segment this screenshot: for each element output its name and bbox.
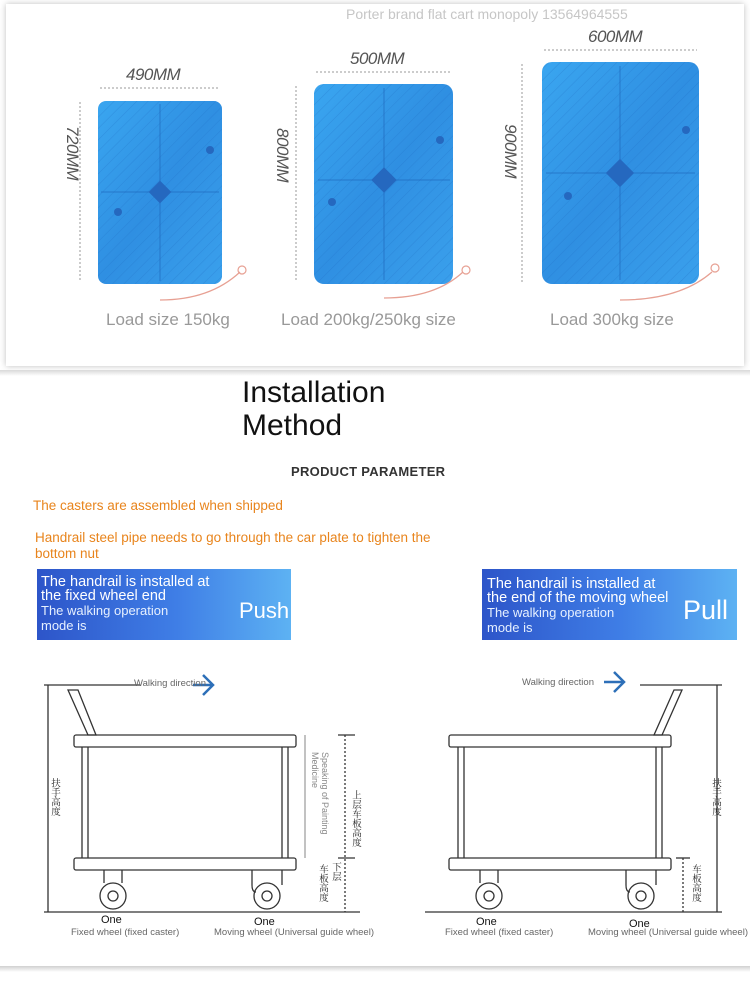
plate-2-height: 800MM <box>273 128 292 183</box>
plate-2-width: 500MM <box>350 49 405 68</box>
plate-3-width: 600MM <box>588 27 643 46</box>
right-fixed-wheel: Fixed wheel (fixed caster) <box>445 927 554 938</box>
pull-line-4: mode is <box>487 620 533 635</box>
plate-3 <box>542 62 699 284</box>
handrail-note: Handrail steel pipe needs to go through the car plate to tighten the bottom nut <box>35 530 431 561</box>
push-line-2: the fixed wheel end <box>41 588 166 604</box>
installation-title <box>242 376 385 442</box>
left-moving-wheel: Moving wheel (Universal guide wheel) <box>214 927 374 938</box>
pull-cart-diagram <box>425 685 722 912</box>
push-info-box <box>37 569 291 640</box>
left-fixed-wheel: Fixed wheel (fixed caster) <box>71 927 180 938</box>
product-parameter-heading: PRODUCT PARAMETER <box>291 464 446 479</box>
left-walking-direction: Walking direction <box>134 678 206 689</box>
left-lower-1: 下层 <box>330 862 341 881</box>
left-lower-2: 车板高度 <box>317 864 328 902</box>
right-handrail-height: 扶手高度 <box>710 778 721 816</box>
plate-3-height: 900MM <box>501 124 520 179</box>
pull-line-2: the end of the moving wheel <box>487 590 669 606</box>
watermark-text: Porter brand flat cart monopoly 13564964555 <box>346 6 628 22</box>
push-action-label: Push <box>239 598 290 623</box>
left-one-b: One <box>254 916 275 928</box>
push-line-3: The walking operation <box>41 603 169 618</box>
casters-note: The casters are assembled when shipped <box>33 498 283 513</box>
right-moving-wheel: Moving wheel (Universal guide wheel) <box>588 927 748 938</box>
installation-title-line-1: Installation <box>242 376 386 409</box>
pull-line-3: The walking operation <box>487 605 615 620</box>
right-one-a: One <box>476 916 497 928</box>
plate-1-width: 490MM <box>126 65 181 84</box>
bottom-divider <box>0 966 750 972</box>
left-handrail-height: 扶手高度 <box>49 778 60 816</box>
pull-info-box <box>482 569 737 640</box>
push-line-4: mode is <box>41 618 87 633</box>
right-plate-height: 车板高度 <box>690 864 701 902</box>
plate-3-load: Load 300kg size <box>550 310 674 329</box>
pull-action-label: Pull <box>683 595 729 625</box>
left-one-a: One <box>101 914 122 926</box>
plate-2-load: Load 200kg/250kg size <box>281 310 456 329</box>
left-upper-height: 上层车板高度 <box>350 790 361 847</box>
plate-1-load: Load size 150kg <box>106 310 230 329</box>
plate-1-height: 720MM <box>63 126 82 181</box>
plate-1 <box>98 101 222 284</box>
installation-title-line-2: Method <box>242 409 343 442</box>
push-line-1: The handrail is installed at <box>41 574 210 590</box>
left-speaking-text: Speaking of Painting Medicine <box>310 752 330 835</box>
plate-2 <box>314 84 453 284</box>
right-walking-direction: Walking direction <box>522 677 594 688</box>
right-one-b: One <box>629 918 650 930</box>
pull-line-1: The handrail is installed at <box>487 576 656 592</box>
